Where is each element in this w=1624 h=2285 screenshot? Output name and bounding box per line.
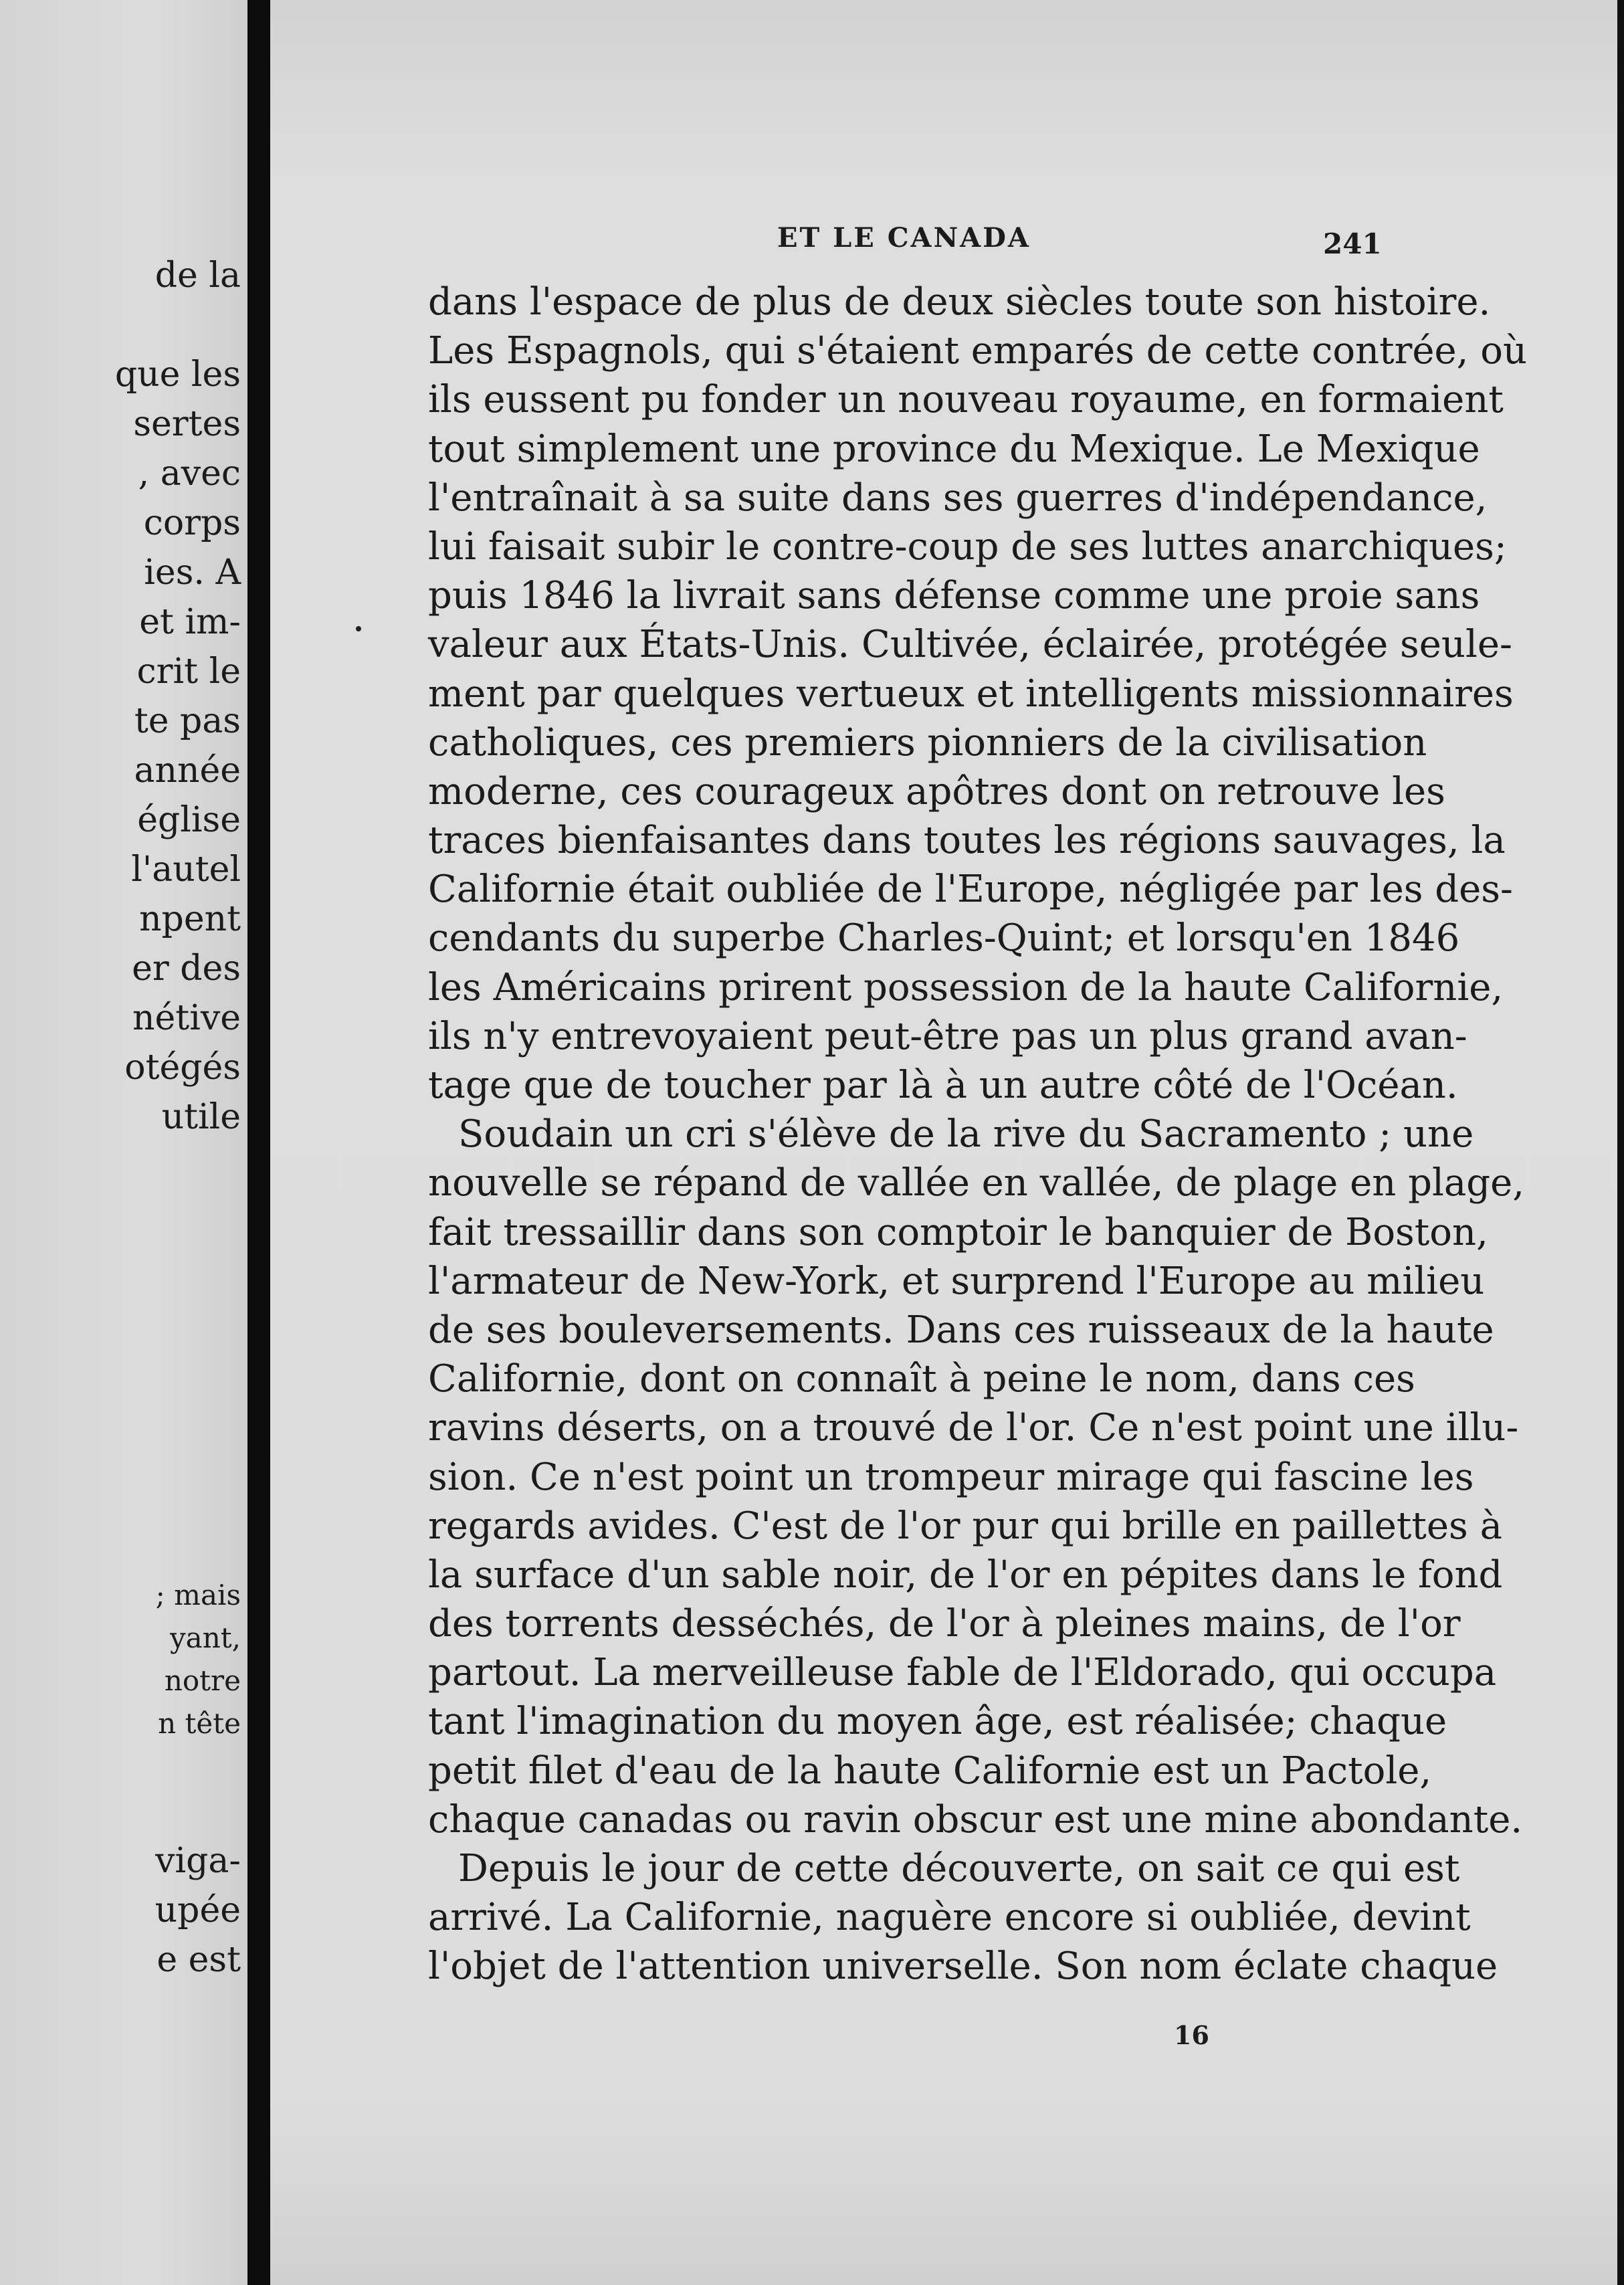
- left-fragment: notre: [164, 1664, 241, 1697]
- text-line: petit filet d'eau de la haute Californie est un Pactole,: [428, 1749, 1432, 1793]
- paragraph-3: [428, 1844, 1498, 1991]
- text-line: fait tressaillir dans son comptoir le banquier de Boston,: [428, 1210, 1488, 1254]
- left-fragment: sertes: [133, 404, 241, 444]
- left-fragment: yant,: [169, 1621, 241, 1654]
- text-line: des torrents desséchés, de l'or à pleines mains, de l'or: [428, 1602, 1461, 1646]
- page-number: 241: [1323, 227, 1382, 260]
- left-fragment: corps: [143, 503, 241, 543]
- text-line: Californie, dont on connaît à peine le nom, dans ces: [428, 1357, 1415, 1401]
- text-line: puis 1846 la livrait sans défense comme une proie sans: [428, 574, 1480, 618]
- scan-edge: [1617, 0, 1624, 2285]
- text-line: ravins déserts, on a trouvé de l'or. Ce n'est point une illu-: [428, 1406, 1519, 1450]
- left-fragment: que les: [114, 355, 241, 395]
- paragraph-2: [428, 1110, 1525, 1844]
- text-line: sion. Ce n'est point un trompeur mirage qui fascine les: [428, 1455, 1474, 1499]
- left-page: [0, 0, 247, 2285]
- text-line: l'armateur de New-York, et surprend l'Europe au milieu: [428, 1259, 1485, 1303]
- text-line: Soudain un cri s'élève de la rive du Sacramento ; une: [458, 1112, 1474, 1157]
- left-fragment: année: [134, 751, 241, 791]
- left-fragment: crit le: [136, 652, 241, 692]
- left-fragment: l'autel: [131, 850, 241, 890]
- left-fragment: église: [137, 800, 241, 840]
- text-line: ils eussent pu fonder un nouveau royaume, en formaient: [428, 378, 1504, 422]
- left-fragment: ies. A: [144, 553, 241, 593]
- text-line: Les Espagnols, qui s'étaient emparés de cette contrée, où: [428, 329, 1528, 373]
- text-line: Depuis le jour de cette découverte, on sait ce qui est: [458, 1847, 1460, 1890]
- text-line: tage que de toucher par là à un autre côté de l'Océan.: [428, 1064, 1458, 1107]
- text-line: partout. La merveilleuse fable de l'Eldorado, qui occupa: [428, 1651, 1497, 1695]
- body-text: [428, 278, 1528, 1991]
- left-fragment: utile: [161, 1097, 241, 1137]
- left-fragment: n tête: [158, 1707, 241, 1740]
- left-fragment: , avec: [138, 454, 241, 494]
- left-fragment: otégés: [124, 1048, 241, 1088]
- text-line: traces bienfaisantes dans toutes les régions sauvages, la: [428, 819, 1506, 863]
- text-line: valeur aux États-Unis. Cultivée, éclairée, protégée seule-: [428, 623, 1512, 667]
- text-line: catholiques, ces premiers pionniers de la civilisation: [428, 720, 1427, 765]
- left-fragment: de la: [155, 256, 241, 296]
- text-line: chaque canadas ou ravin obscur est une mine abondante.: [428, 1797, 1523, 1842]
- left-fragment: viga-: [155, 1841, 241, 1881]
- text-line: lui faisait subir le contre-coup de ses luttes anarchiques;: [428, 524, 1507, 569]
- left-fragment: te pas: [134, 701, 241, 741]
- book-gutter: [247, 0, 270, 2285]
- text-line: moderne, ces courageux apôtres dont on retrouve les: [428, 769, 1445, 813]
- text-line: Californie était oubliée de l'Europe, négligée par les des-: [428, 868, 1513, 912]
- text-line: tout simplement une province du Mexique. Le Mexique: [428, 427, 1480, 471]
- signature-mark: 16: [1174, 2020, 1209, 2050]
- text-line: nouvelle se répand de vallée en vallée, de plage en plage,: [428, 1161, 1525, 1205]
- left-fragment: er des: [132, 949, 241, 989]
- text-line: l'entraînait à sa suite dans ses guerres d'indépendance,: [428, 476, 1488, 520]
- left-fragment: ; mais: [155, 1579, 241, 1611]
- text-line: arrivé. La Californie, naguère encore si oubliée, devint: [428, 1896, 1471, 1940]
- text-line: dans l'espace de plus de deux siècles toute son histoire.: [428, 280, 1491, 324]
- ink-speck: [356, 626, 361, 631]
- left-fragment: e est: [157, 1940, 241, 1980]
- left-fragment: upée: [155, 1890, 241, 1930]
- left-fragment: npent: [139, 899, 241, 939]
- left-fragment: et im-: [139, 602, 241, 642]
- text-line: les Américains prirent possession de la haute Californie,: [428, 965, 1504, 1009]
- text-line: regards avides. C'est de l'or pur qui brille en paillettes à: [428, 1504, 1502, 1548]
- text-line: de ses bouleversements. Dans ces ruisseaux de la haute: [428, 1308, 1494, 1352]
- text-line: ils n'y entrevoyaient peut-être pas un plus grand avan-: [428, 1014, 1467, 1058]
- running-title: ET LE CANADA: [777, 222, 1031, 254]
- left-fragment: nétive: [132, 998, 241, 1038]
- text-line: la surface d'un sable noir, de l'or en pépites dans le fond: [428, 1553, 1503, 1597]
- paragraph-1: [428, 278, 1528, 1110]
- text-line: ment par quelques vertueux et intelligents missionnaires: [428, 672, 1514, 716]
- text-line: l'objet de l'attention universelle. Son nom éclate chaque: [428, 1945, 1498, 1989]
- text-line: tant l'imagination du moyen âge, est réalisée; chaque: [428, 1700, 1447, 1744]
- text-line: cendants du superbe Charles-Quint; et lorsqu'en 1846: [428, 916, 1460, 961]
